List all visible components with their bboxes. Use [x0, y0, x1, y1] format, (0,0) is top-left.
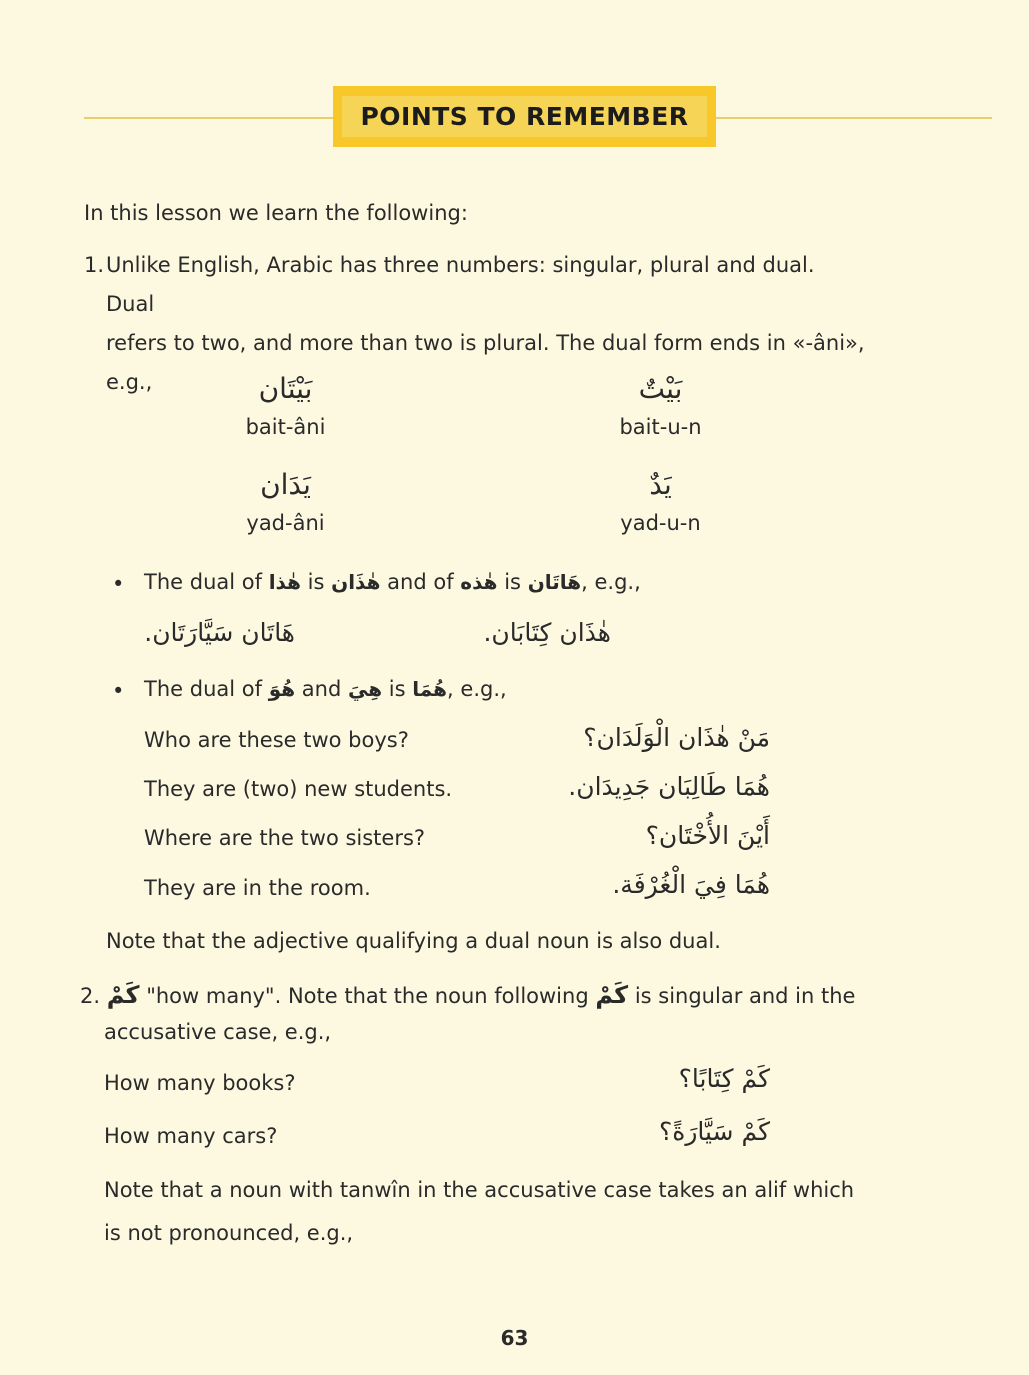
arabic-inline: هِيَ	[347, 677, 383, 701]
arabic-inline: هٰذَان	[331, 570, 381, 594]
point1-line: refers to two, and more than two is plural. The dual form ends in «-âni»,	[106, 331, 865, 355]
point1-note: Note that the adjective qualifying a dual noun is also dual.	[106, 929, 721, 953]
point2-note-line: is not pronounced, e.g.,	[104, 1221, 354, 1245]
header-rule-right	[716, 117, 992, 119]
sentence-ar: هُمَا فِيَ الْغُرْفَة.	[612, 870, 770, 899]
point1-line: e.g.,	[106, 370, 153, 394]
example-singular-2	[593, 468, 728, 536]
point2-note-line: Note that a noun with tanwîn in the accusative case takes an alif which	[104, 1178, 855, 1202]
example-en: How many cars?	[104, 1124, 278, 1148]
sentence-ar: أَيْنَ الأُخْتَان؟	[645, 821, 770, 850]
section-banner	[333, 86, 716, 147]
sentence-en: They are in the room.	[144, 876, 371, 900]
arabic-word: بَيْتَان	[258, 372, 313, 405]
point1-line: Unlike English, Arabic has three numbers: singular, plural and dual. Dual	[106, 253, 815, 316]
sentence-en: Who are these two boys?	[144, 728, 409, 752]
arabic-inline: كَمْ	[106, 981, 140, 1009]
arabic-inline: هُوَ	[268, 677, 296, 701]
sentence-en: They are (two) new students.	[144, 777, 453, 801]
bullet-dot: •	[112, 572, 125, 596]
transliteration: yad-âni	[246, 511, 325, 535]
transliteration: bait-âni	[245, 415, 326, 439]
section-title: POINTS TO REMEMBER	[342, 96, 706, 137]
example-en: How many books?	[104, 1071, 296, 1095]
bullet1-example-left: هَاتَان سَيَّارَتَان.	[144, 618, 295, 647]
arabic-word: بَيْتٌ	[638, 372, 683, 405]
bullet2-text: The dual of هُوَ and هِيَ is هُمَا, e.g.,	[144, 677, 507, 701]
example-dual-1	[218, 372, 353, 440]
transliteration: yad-u-n	[620, 511, 701, 535]
transliteration: bait-u-n	[619, 415, 702, 439]
example-ar: كَمْ سَيَّارَةً؟	[658, 1117, 770, 1146]
arabic-inline: هٰذا	[268, 570, 301, 594]
intro-text: In this lesson we learn the following:	[84, 201, 468, 225]
bullet1-text: The dual of هٰذا is هٰذَان and of هٰذه is هَاتَان, e.g.,	[144, 570, 641, 594]
point2-line1: 2. كَمْ "how many". Note that the noun following كَمْ is singular and in the	[80, 981, 856, 1009]
sentence-en: Where are the two sisters?	[144, 826, 426, 850]
sentence-ar: مَنْ هٰذَان الْوَلَدَان؟	[583, 723, 770, 752]
bullet-dot: •	[112, 679, 125, 703]
point2-line2: accusative case, e.g.,	[104, 1020, 332, 1044]
page-number: 63	[500, 1326, 529, 1350]
arabic-word: يَدٌ	[649, 468, 672, 501]
point2-note	[104, 1169, 864, 1255]
example-dual-2	[218, 468, 353, 536]
arabic-inline: هَاتَان	[527, 570, 582, 594]
arabic-inline: هٰذه	[460, 570, 498, 594]
point1-number: 1.	[84, 253, 105, 277]
arabic-inline: كَمْ	[595, 981, 629, 1009]
arabic-word: يَدَان	[260, 468, 311, 501]
example-ar: كَمْ كِتَابًا؟	[678, 1064, 770, 1093]
arabic-inline: هُمَا	[412, 677, 448, 701]
bullet1-example-right: هٰذَان كِتَابَان.	[483, 618, 611, 647]
example-singular-1	[593, 372, 728, 440]
header-rule-left	[84, 117, 334, 119]
sentence-ar: هُمَا طَالِبَان جَدِيدَان.	[568, 772, 770, 801]
